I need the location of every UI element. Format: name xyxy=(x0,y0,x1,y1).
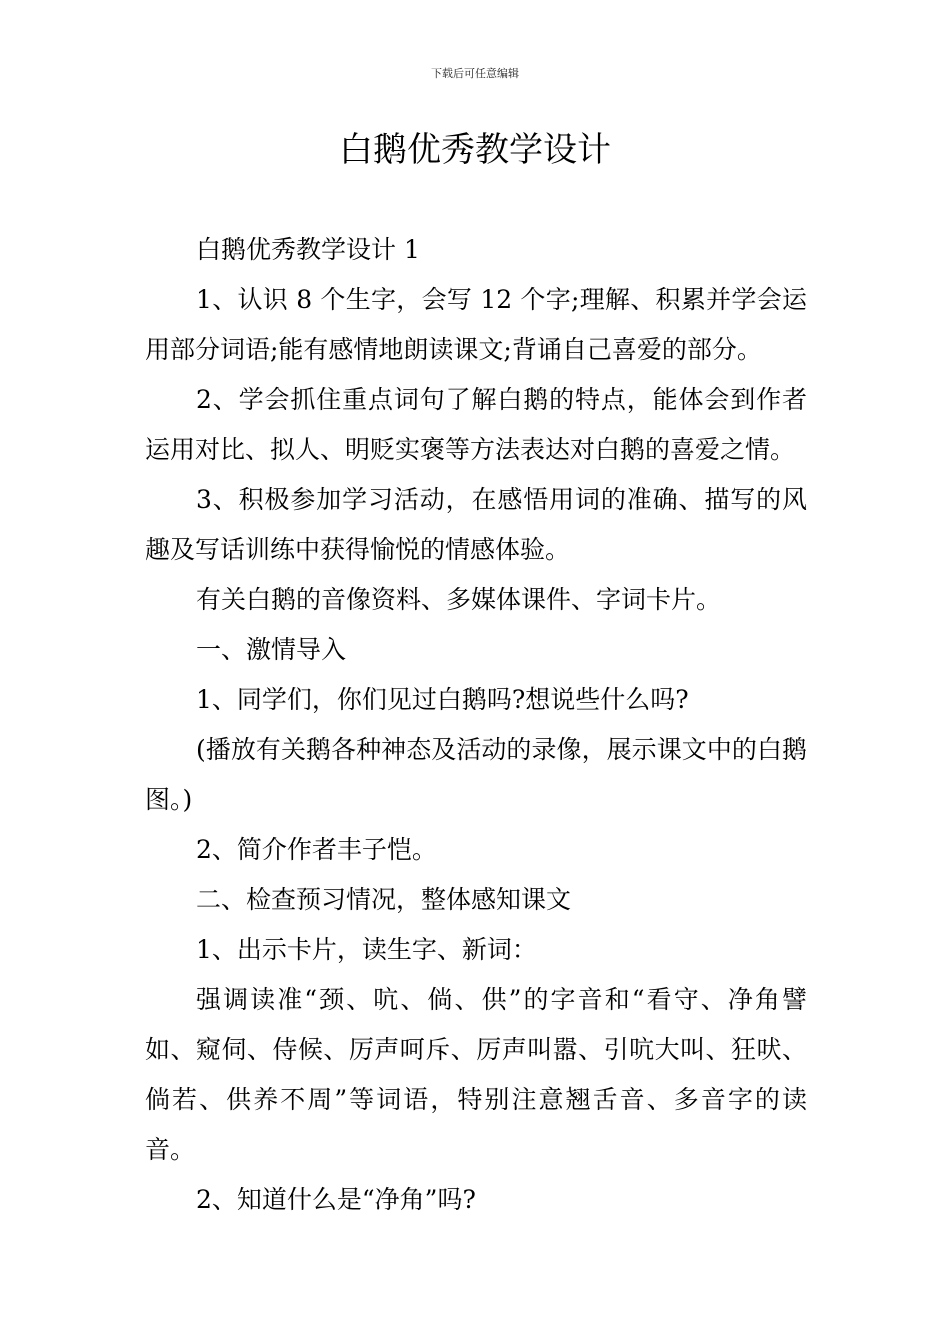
objective-1: 1、认识 8 个生字，会写 12 个字;理解、积累并学会运用部分词语;能有感情地朗读课文;背诵自己喜爱的部分。 xyxy=(145,285,807,364)
step-1-item-2: 2、简介作者丰子恺。 xyxy=(196,835,437,864)
document-body xyxy=(145,225,807,1225)
step-1-item-1: 1、同学们，你们见过白鹅吗?想说些什么吗? xyxy=(196,685,689,714)
pronunciation-paragraph: 强调读准“颈、吭、倘、供”的字音和“看守、净角譬如、窥伺、侍候、厉声呵斥、厉声叫嚣、引吭大叫、狂吠、倘若、供养不周”等词语，特别注意翘舌音、多音字的读音。 xyxy=(145,985,807,1164)
step-heading-2: 二、检查预习情况，整体感知课文 xyxy=(196,885,572,914)
document-title: 白鹅优秀教学设计 xyxy=(339,130,611,170)
objective-3: 3、积极参加学习活动，在感悟用词的准确、描写的风趣及写话训练中获得愉悦的情感体验。 xyxy=(145,485,807,564)
step-2-item-2: 2、知道什么是“净角”吗? xyxy=(196,1185,476,1214)
objective-2: 2、学会抓住重点词句了解白鹅的特点，能体会到作者运用对比、拟人、明贬实褒等方法表达对白鹅的喜爱之情。 xyxy=(145,385,807,464)
section-heading: 白鹅优秀教学设计 1 xyxy=(196,235,420,264)
header-note: 下载后可任意编辑 xyxy=(431,67,519,80)
step-2-item-1: 1、出示卡片，读生字、新词： xyxy=(196,935,537,964)
step-1-note: (播放有关鹅各种神态及活动的录像，展示课文中的白鹅图。) xyxy=(145,735,807,814)
materials-paragraph: 有关白鹅的音像资料、多媒体课件、字词卡片。 xyxy=(196,585,722,614)
step-heading-1: 一、激情导入 xyxy=(196,635,347,664)
